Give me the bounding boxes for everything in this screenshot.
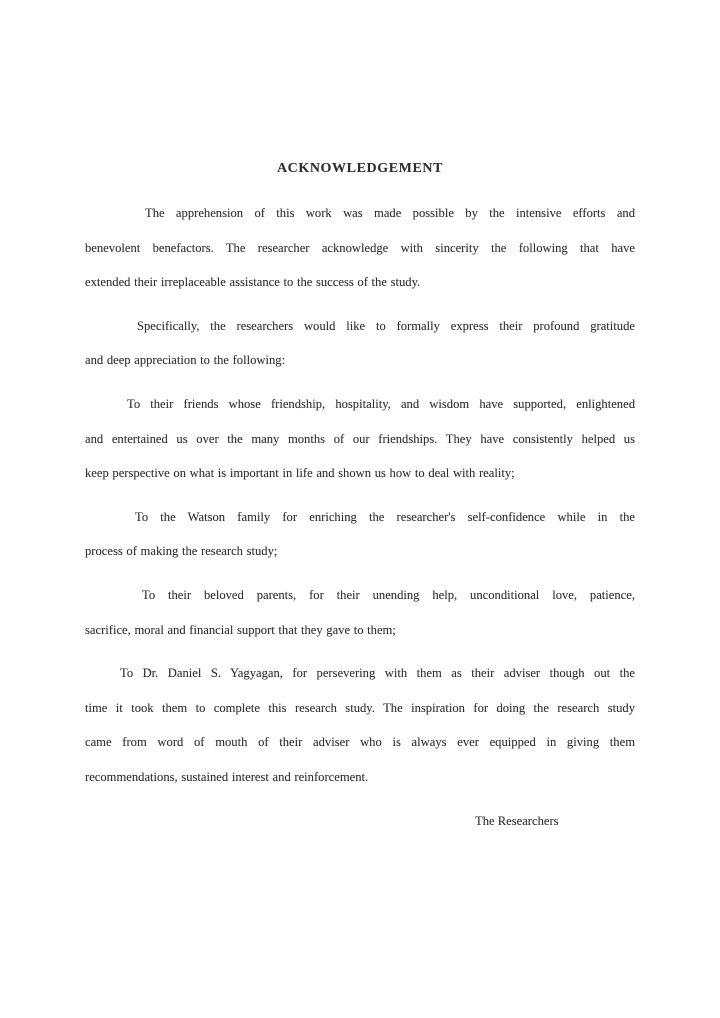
paragraph-5 (85, 578, 635, 647)
paragraph-6 (85, 656, 635, 794)
paragraph-4 (85, 500, 635, 569)
text-line: and entertained us over the many months of our friendships. They have consistently helped us (85, 431, 635, 446)
text-line: time it took them to complete this research study. The inspiration for doing the research study (85, 700, 635, 715)
text-line: recommendations, sustained interest and reinforcement. (85, 769, 369, 784)
text-line: To their beloved parents, for their unending help, unconditional love, patience, (142, 587, 635, 602)
text-line: extended their irreplaceable assistance to the success of the study. (85, 275, 421, 290)
signature: The Researchers (475, 813, 559, 828)
acknowledgement-content (85, 159, 635, 838)
text-line: came from word of mouth of their adviser who is always ever equipped in giving them (85, 735, 635, 750)
text-line: The apprehension of this work was made possible by the intensive efforts and (145, 206, 635, 220)
text-line: process of making the research study; (85, 544, 278, 559)
text-line: and deep appreciation to the following: (85, 353, 286, 368)
paragraph-3 (85, 387, 635, 491)
text-line: To their friends whose friendship, hospitality, and wisdom have supported, enlightened (127, 396, 635, 411)
paragraph-2 (85, 309, 635, 378)
paragraph-1 (85, 196, 635, 300)
text-line: benevolent benefactors. The researcher acknowledge with sincerity the following that have (85, 240, 635, 255)
text-line: Specifically, the researchers would like to formally express their profound gratitude (137, 318, 635, 333)
text-line: sacrifice, moral and financial support that they gave to them; (85, 622, 396, 637)
text-line: To the Watson family for enriching the researcher's self-confidence while in the (135, 509, 635, 524)
text-line: keep perspective on what is important in life and shown us how to deal with reality; (85, 466, 515, 481)
page-title: ACKNOWLEDGEMENT (276, 161, 444, 176)
text-line: To Dr. Daniel S. Yagyagan, for persevering with them as their adviser though out the (120, 666, 635, 681)
